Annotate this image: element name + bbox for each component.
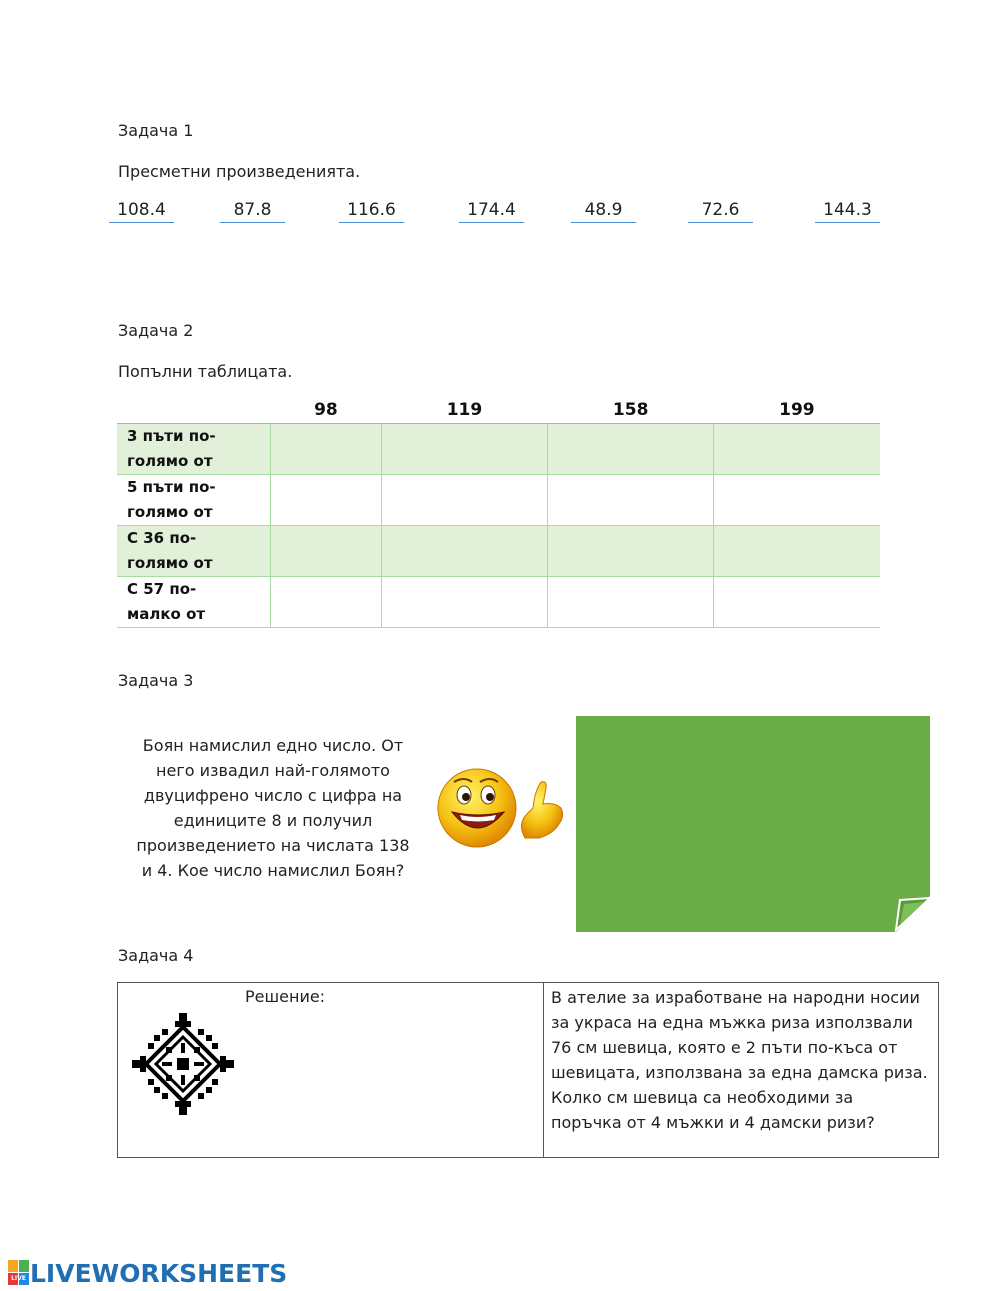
row-label (117, 577, 271, 628)
answer-field[interactable]: 72.6 (688, 198, 753, 223)
row-label (117, 424, 271, 475)
answer-cell[interactable] (714, 526, 880, 577)
row-label (117, 526, 271, 577)
problem-line: Колко см шевица са необходими за (551, 1088, 854, 1107)
table-row (117, 424, 880, 475)
fill-table (117, 396, 880, 628)
problem-line: двуцифрено число с цифра на (143, 786, 403, 805)
table-row (117, 475, 880, 526)
liveworksheets-logo[interactable] (8, 1259, 287, 1287)
answer-cell[interactable] (271, 475, 382, 526)
answer-cell[interactable] (381, 475, 547, 526)
answer-field[interactable]: 116.6 (339, 198, 404, 223)
row-label-line: С 36 по- (127, 529, 197, 547)
row-label-line: голямо от (127, 452, 213, 470)
problem-line: единиците 8 и получил (173, 811, 373, 830)
problem-line: 76 см шевица, която е 2 пъти по-къса от (551, 1038, 898, 1057)
answer-field[interactable]: 144.3 (815, 198, 880, 223)
task3-heading: Задача 3 (118, 671, 194, 690)
column-header: 158 (548, 396, 714, 424)
task1-instruction: Пресметни произведенията. (118, 162, 361, 181)
corner-cell (117, 396, 271, 424)
answer-cell[interactable] (548, 424, 714, 475)
problem-line: за украса на една мъжка риза използвали (551, 1013, 913, 1032)
page-curl-icon (892, 896, 932, 934)
problem-line: поръчка от 4 мъжки и 4 дамски ризи? (551, 1113, 875, 1132)
column-header: 119 (381, 396, 547, 424)
smiley-pointing-icon (430, 768, 570, 848)
answer-cell[interactable] (548, 577, 714, 628)
table-row (117, 577, 880, 628)
problem-line: него извадил най-голямото (156, 761, 390, 780)
problem-line: шевицата, използвана за една дамска риза. (551, 1063, 928, 1082)
answer-cell[interactable] (548, 526, 714, 577)
answer-cell[interactable] (714, 577, 880, 628)
row-label-line: голямо от (127, 503, 213, 521)
task3-problem-text (128, 733, 418, 883)
answer-field[interactable]: 108.4 (109, 198, 174, 223)
svg-text:LIVE: LIVE (11, 1275, 26, 1282)
problem-line: Боян намислил едно число. От (142, 736, 404, 755)
row-label-line: малко от (127, 605, 206, 623)
problem-line: и 4. Кое число намислил Боян? (141, 861, 405, 880)
task4-heading: Задача 4 (118, 946, 194, 965)
answer-field[interactable]: 87.8 (220, 198, 285, 223)
answer-cell[interactable] (714, 475, 880, 526)
row-label-line: 5 пъти по- (127, 478, 216, 496)
row-label-line: 3 пъти по- (127, 427, 216, 445)
row-label-line: С 57 по- (127, 580, 197, 598)
answer-sticky-note[interactable] (576, 716, 930, 932)
answer-cell[interactable] (548, 475, 714, 526)
row-label-line: голямо от (127, 554, 213, 572)
answer-cell[interactable] (381, 526, 547, 577)
task2-heading: Задача 2 (118, 321, 194, 340)
table-header-row (117, 396, 880, 424)
table-row (117, 526, 880, 577)
row-label (117, 475, 271, 526)
answer-cell[interactable] (271, 577, 382, 628)
column-header: 98 (271, 396, 382, 424)
column-header: 199 (714, 396, 880, 424)
answer-cell[interactable] (381, 424, 547, 475)
answer-field[interactable]: 48.9 (571, 198, 636, 223)
solution-label: Решение: (245, 987, 326, 1006)
answer-cell[interactable] (381, 577, 547, 628)
logo-badge-icon (8, 1260, 30, 1286)
answer-field[interactable]: 174.4 (459, 198, 524, 223)
problem-line: произведението на числата 138 (136, 836, 410, 855)
answer-cell[interactable] (714, 424, 880, 475)
answer-cell[interactable] (271, 526, 382, 577)
embroidery-ornament-icon (130, 1011, 236, 1117)
task4-problem-text (551, 985, 933, 1135)
problem-line: В ателие за изработване на народни носии (551, 988, 920, 1007)
logo-text: LIVEWORKSHEETS (30, 1258, 288, 1288)
column-divider (543, 983, 544, 1157)
task2-instruction: Попълни таблицата. (118, 362, 293, 381)
task1-heading: Задача 1 (118, 121, 194, 140)
answer-cell[interactable] (271, 424, 382, 475)
task4-box (117, 982, 939, 1158)
